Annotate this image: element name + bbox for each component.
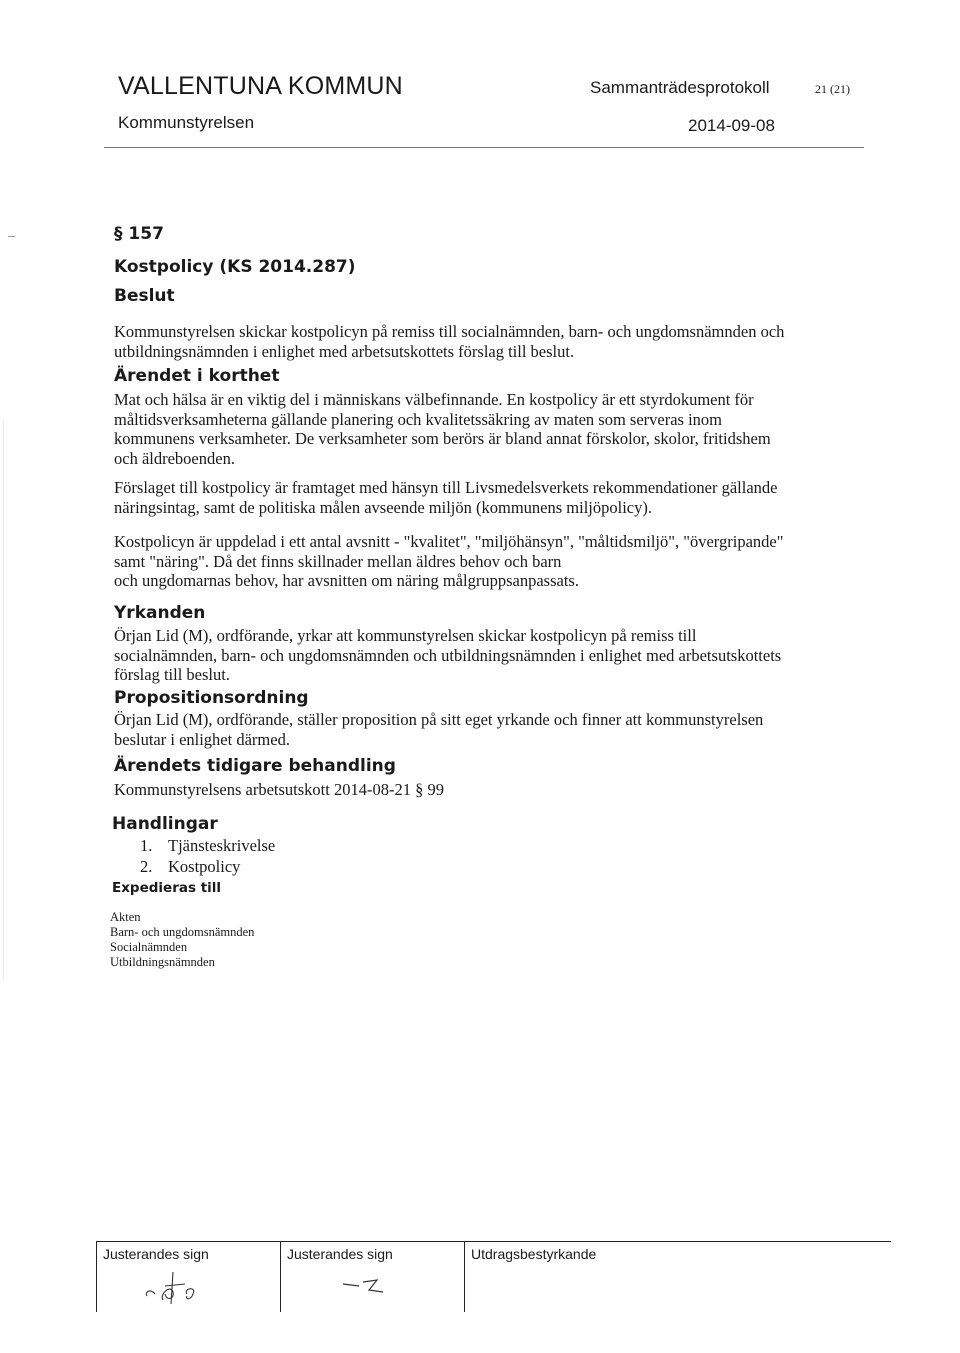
text-line: beslutar i enlighet därmed.	[114, 729, 290, 749]
list-item	[114, 836, 275, 857]
list-number: 1.	[140, 836, 153, 855]
text-line: Mat och hälsa är en viktig del i människans välbefinnande. En kostpolicy är ett styrdokument för	[114, 390, 754, 409]
signature-label: Justerandes sign	[287, 1246, 393, 1262]
list-label: Kostpolicy	[168, 857, 241, 876]
text-line: näringsintag, samt de politiska målen avseende miljön (kommunens miljöpolicy).	[114, 497, 652, 517]
organization-name: VALLENTUNA KOMMUN	[118, 72, 403, 100]
motions-paragraph	[114, 626, 854, 685]
previous-handling-text: Kommunstyrelsens arbetsutskott 2014-08-21 § 99	[114, 780, 444, 799]
signature-label: Justerandes sign	[103, 1246, 209, 1262]
page-number: 21 (21)	[815, 82, 850, 96]
text-line: samt "näring". Då det finns skillnader mellan äldres behov och barn	[114, 551, 562, 571]
beslut-paragraph	[114, 322, 854, 361]
list-label: Tjänsteskrivelse	[168, 836, 276, 855]
section-number: § 157	[114, 224, 164, 244]
handwritten-signature-1	[141, 1264, 211, 1306]
handwritten-signature-2	[339, 1268, 399, 1304]
list-item	[114, 857, 275, 878]
list-item: Barn- och ungdomsnämnden	[110, 925, 255, 939]
text-line: socialnämnden, barn- och ungdomsnämnden och utbildningsnämnden i enlighet med arbetsutskottets	[114, 645, 782, 665]
previous-handling-heading: Ärendets tidigare behandling	[114, 756, 396, 776]
documents-heading: Handlingar	[112, 814, 218, 834]
distribution-heading: Expedieras till	[112, 880, 222, 896]
meeting-date: 2014-09-08	[688, 116, 775, 135]
proposition-paragraph	[114, 710, 854, 749]
signature-box-3	[464, 1241, 891, 1312]
scan-margin-line	[3, 420, 4, 980]
documents-list	[114, 836, 275, 878]
signature-box-1	[96, 1241, 281, 1312]
proposal-paragraph	[114, 478, 854, 517]
list-item: Akten	[110, 910, 141, 924]
proposition-heading: Propositionsordning	[114, 688, 309, 708]
text-line: Kommunstyrelsen skickar kostpolicyn på remiss till socialnämnden, barn- och ungdomsnämnden och	[114, 322, 785, 341]
signature-box-2	[280, 1241, 465, 1312]
department: Kommunstyrelsen	[118, 113, 255, 132]
text-line: förslag till beslut.	[114, 665, 230, 684]
summary-paragraph	[114, 390, 854, 468]
text-line: Kostpolicyn är uppdelad i ett antal avsnitt - "kvalitet", "miljöhänsyn", "måltidsmiljö", "övergripande"	[114, 532, 784, 551]
text-line: måltidsverksamheterna gällande planering och kvalitetssäkring av maten som serveras inom	[114, 409, 723, 429]
text-line: och ungdomarnas behov, har avsnitten om näring målgruppsanpassats.	[114, 571, 579, 590]
sections-paragraph	[114, 532, 854, 591]
list-item: Utbildningsnämnden	[110, 955, 215, 969]
text-line: Örjan Lid (M), ordförande, ställer proposition på sitt eget yrkande och finner att kommunstyrelsen	[114, 710, 764, 729]
beslut-heading: Beslut	[114, 286, 175, 306]
list-item: Socialnämnden	[110, 940, 188, 954]
text-line: Förslaget till kostpolicy är framtaget med hänsyn till Livsmedelsverkets rekommendationer gällande	[114, 478, 778, 497]
section-title: Kostpolicy (KS 2014.287)	[114, 257, 356, 277]
text-line: Örjan Lid (M), ordförande, yrkar att kommunstyrelsen skickar kostpolicyn på remiss till	[114, 626, 697, 645]
header-divider	[104, 147, 864, 148]
document-type: Sammanträdesprotokoll	[590, 78, 770, 97]
text-line: utbildningsnämnden i enlighet med arbetsutskottets förslag till beslut.	[114, 341, 575, 361]
signature-label: Utdragsbestyrkande	[471, 1246, 597, 1262]
list-number: 2.	[140, 857, 153, 876]
text-line: och äldreboenden.	[114, 448, 235, 468]
summary-heading: Ärendet i korthet	[114, 366, 280, 386]
margin-mark	[8, 236, 15, 237]
motions-heading: Yrkanden	[114, 603, 206, 623]
text-line: kommunens verksamheter. De verksamheter som berörs är bland annat förskolor, skolor, fritidshem	[114, 429, 771, 448]
distribution-list	[110, 910, 254, 970]
